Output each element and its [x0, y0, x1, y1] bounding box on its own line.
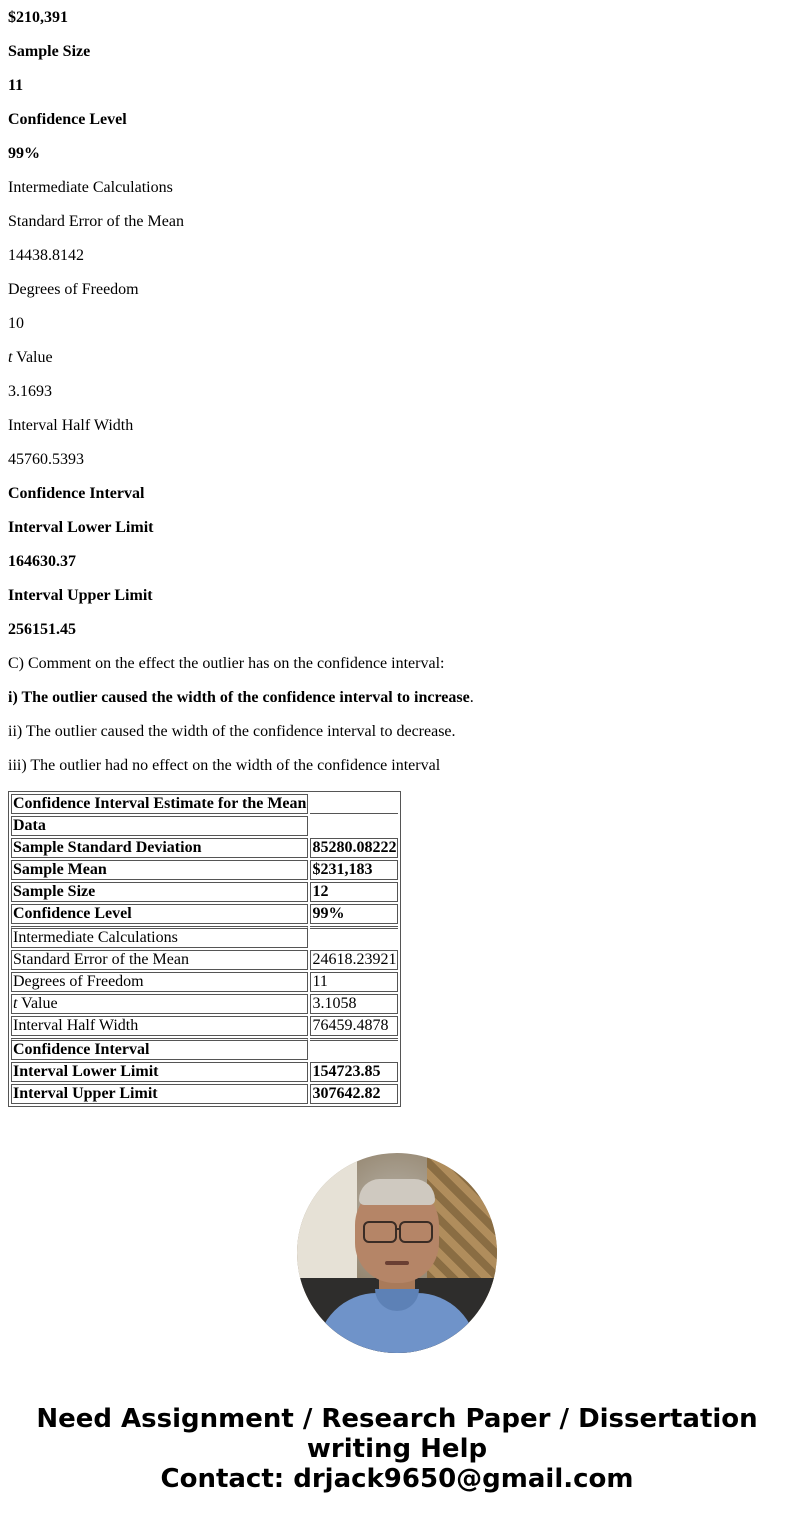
table-mean-label: Sample Mean — [11, 860, 308, 880]
table-lower-limit-value: 154723.85 — [310, 1062, 398, 1082]
table-row — [11, 816, 398, 836]
answer-option-i-period: . — [469, 689, 474, 706]
table-t-symbol: t — [13, 995, 18, 1012]
table-row — [11, 794, 398, 814]
banner-line-1: Need Assignment / Research Paper / Dissertation — [36, 1404, 758, 1434]
table-sd-value: 85280.08222 — [312, 839, 397, 856]
sample-size-label: Sample Size — [8, 43, 91, 60]
confidence-level-label: Confidence Level — [8, 111, 127, 128]
table-row — [11, 1062, 398, 1082]
table-row — [11, 904, 398, 924]
upper-limit-value: 256151.45 — [8, 621, 76, 638]
t-symbol: t — [8, 349, 13, 366]
intermediate-calculations-heading: Intermediate Calculations — [8, 179, 173, 196]
table-confidence-level-label: Confidence Level — [11, 904, 308, 924]
standard-error-value: 14438.8142 — [8, 247, 84, 264]
table-upper-limit-value: 307642.82 — [310, 1084, 398, 1104]
table-confidence-level-value: 99% — [310, 904, 398, 924]
table-row — [11, 926, 398, 948]
table-df-value: 11 — [310, 972, 398, 992]
photo-glasses-bridge — [395, 1228, 401, 1230]
table-sd-label: Sample Standard Deviation — [11, 838, 308, 858]
table-intermediate-heading: Intermediate Calculations — [11, 926, 308, 948]
table-mean-value: $231,183 — [310, 860, 398, 880]
table-row — [11, 1016, 398, 1036]
answer-option-iii: iii) The outlier had no effect on the width of the confidence interval — [8, 757, 441, 774]
table-t-label — [11, 994, 308, 1014]
table-row — [11, 950, 398, 970]
degrees-of-freedom-label: Degrees of Freedom — [8, 281, 139, 298]
table-row — [11, 1038, 398, 1060]
photo-background-left — [297, 1153, 357, 1283]
confidence-interval-heading: Confidence Interval — [8, 485, 145, 502]
photo-mouth — [385, 1261, 409, 1265]
table-row — [11, 882, 398, 902]
banner-line-2: writing Help — [306, 1434, 488, 1464]
lower-limit-value: 164630.37 — [8, 553, 76, 570]
half-width-value: 45760.5393 — [8, 451, 84, 468]
table-se-value: 24618.23921 — [312, 951, 397, 968]
answer-option-ii: ii) The outlier caused the width of the confidence interval to decrease. — [8, 723, 456, 740]
t-value: 3.1693 — [8, 383, 52, 400]
photo-hair — [359, 1179, 435, 1205]
table-half-width-value: 76459.4878 — [310, 1016, 398, 1036]
answer-option-i — [8, 689, 474, 707]
contact-banner — [0, 1404, 794, 1494]
table-half-width-label: Interval Half Width — [11, 1016, 308, 1036]
table-cell-empty — [310, 926, 398, 948]
table-sample-size-label: Sample Size — [11, 882, 308, 902]
table-row — [11, 972, 398, 992]
table-t-value: 3.1058 — [310, 994, 398, 1014]
table-sample-size-value: 12 — [310, 882, 398, 902]
photo-glasses-right — [399, 1221, 433, 1243]
table-se-label: Standard Error of the Mean — [11, 950, 308, 970]
t-label-rest: Value — [12, 349, 53, 366]
table-title: Confidence Interval Estimate for the Mean — [13, 795, 307, 812]
photo-glasses-left — [363, 1221, 397, 1243]
confidence-level-value: 99% — [8, 145, 40, 162]
standard-error-label: Standard Error of the Mean — [8, 213, 184, 230]
sample-size-value: 11 — [8, 77, 24, 94]
table-ci-heading: Confidence Interval — [11, 1038, 308, 1060]
lower-limit-label: Interval Lower Limit — [8, 519, 154, 536]
table-t-label-rest: Value — [17, 995, 58, 1012]
half-width-label: Interval Half Width — [8, 417, 134, 434]
table-row — [11, 1084, 398, 1104]
question-prompt: C) Comment on the effect the outlier has on the confidence interval: — [8, 655, 445, 672]
t-value-label — [8, 349, 53, 367]
author-photo — [297, 1153, 497, 1353]
mean-value: $210,391 — [8, 9, 68, 26]
table-lower-limit-label: Interval Lower Limit — [11, 1062, 308, 1082]
table-row — [11, 994, 398, 1014]
table-df-label: Degrees of Freedom — [11, 972, 308, 992]
data-section-label: Data — [11, 816, 308, 836]
banner-contact-line: Contact: drjack9650@gmail.com — [160, 1464, 634, 1494]
table-cell-empty — [310, 1038, 398, 1060]
confidence-interval-table — [8, 791, 401, 1107]
answer-option-i-text: i) The outlier caused the width of the confidence interval to increase — [8, 689, 470, 706]
table-upper-limit-label: Interval Upper Limit — [11, 1084, 308, 1104]
degrees-of-freedom-value: 10 — [8, 315, 24, 332]
table-row — [11, 838, 398, 858]
table-row — [11, 860, 398, 880]
table-cell-empty — [310, 794, 398, 814]
upper-limit-label: Interval Upper Limit — [8, 587, 153, 604]
table-cell-empty — [310, 816, 398, 836]
